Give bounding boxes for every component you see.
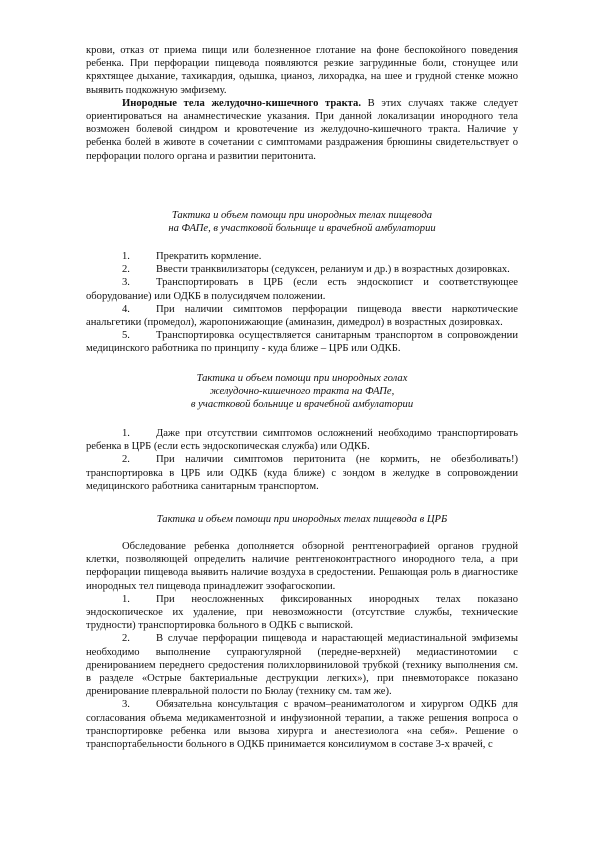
list-item-text: Транспортировка осуществляется санитарным транспортом в сопровождении медицинского работника по принципу - куда ближе – ЦРБ или ОДКБ. — [86, 330, 518, 355]
paragraph-heading-bold: Инородные тела желудочно-кишечного тракта. — [122, 97, 361, 109]
list-item-text: В случае перфорации пищевода и нарастающей медиастинальной эмфиземы необходимо выполнение супраюгулярной (передне-верхней) медиастинотомии с дренированием переднего средостения полихлорвиниловой трубкой (технику выполнения см. в разделе «Острые бактериальные деструкции легких»), при пневмотораксе показано дренирование плевральной полости по Бюлау (технику см. там же). — [86, 633, 518, 698]
paragraph-body: В этих случаях также следует ориентироваться на анамнестические указания. При данной локализации инородного тела возможен болевой синдром и кровотечение из желудочно-кишечного тракта. Наличие у ребенка болей в животе в сочетании с симптомами раздражения брюшины свидетельствует о перфорации полого органа и развитии перитонита. — [86, 97, 518, 162]
section-heading-3 — [86, 513, 518, 526]
paragraph-symptoms: крови, отказ от приема пищи или болезненное глотание на фоне беспокойного поведения ребенка. При перфорации пищевода появляются резкие загрудинные боли, стонущее или кряхтящее дыхание, тахикардия, одышка, цианоз, лихорадка, на шее и грудной стенке можно выявить подкожную эмфизему. — [86, 45, 518, 96]
list-item — [86, 250, 518, 263]
list-1 — [86, 250, 518, 356]
heading-line: на ФАПе, в участковой больнице и врачебной амбулатории — [168, 223, 436, 235]
crb-section — [86, 540, 518, 751]
list-item-text: Прекратить кормление. — [156, 251, 262, 262]
list-item — [86, 453, 518, 493]
list-2 — [86, 427, 518, 493]
list-item-number: 2. — [122, 264, 130, 276]
list-item-number: 2. — [122, 454, 130, 466]
list-item — [86, 329, 518, 355]
list-item — [86, 593, 518, 633]
list-item-number: 1. — [122, 251, 130, 262]
list-item-text: Обязательна консультация с врачом–реаниматологом и хирургом ОДКБ для согласования объема медикаментозной и инфузионной терапии, а также решения вопроса о транспортировке ребенка или вызова хирурга и анестезиолога «на себя». Решение о транспортабельности больного в ОДКБ принимается консилиумом в составе 3-х врачей, с — [86, 699, 518, 751]
list-item-number: 1. — [122, 428, 130, 439]
intro-section — [86, 44, 518, 163]
list-item — [86, 427, 518, 453]
heading-line: в участковой больнице и врачебной амбулатории — [190, 399, 414, 411]
heading-line: желудочно-кишечного тракта на ФАПе, — [209, 386, 395, 398]
list-item — [86, 698, 518, 751]
heading-line: Тактика и объем помощи при инородных голах — [196, 373, 408, 384]
list-item-text: Даже при отсутствии симптомов осложнений необходимо транспортировать ребенка в ЦРБ (если есть эндоскопическая служба) или ОДКБ. — [86, 428, 518, 453]
list-item — [86, 276, 518, 302]
list-item-number: 1. — [122, 593, 130, 605]
list-item-number: 2. — [122, 633, 130, 645]
heading-line: Тактика и объем помощи при инородных телах пищевода — [171, 210, 433, 221]
list-item-number: 5. — [122, 330, 130, 342]
list-item-number: 3. — [122, 277, 130, 289]
section-heading-1 — [86, 209, 518, 235]
heading-line: Тактика и объем помощи при инородных телах пищевода в ЦРБ — [156, 514, 448, 525]
list-item-text: При неосложненных фиксированных инородных телах показано эндоскопическое их удаление, при невозможности (отсутствие службы, технические трудности) транспортировка больного в ОДКБ с выпиской. — [86, 593, 518, 632]
list-item — [86, 632, 518, 698]
list-item — [86, 303, 518, 329]
list-item-text: Транспортировать в ЦРБ (если есть эндоскопист и соответствующее оборудование) или ОДКБ в полусидячем положении. — [86, 277, 518, 302]
paragraph-examination: Обследование ребенка дополняется обзорной рентгенографией органов грудной клетки, позволяющей определить наличие рентгеноконтрастного инородного тела, а при перфорации пищевода выявить наличие воздуха в средостении. Решающая роль в диагностике инородных тел пищевода принадлежит эзофагоскопии. — [86, 541, 518, 592]
section-heading-2 — [86, 372, 518, 412]
list-item — [86, 263, 518, 276]
paragraph-gi-foreign-bodies — [86, 97, 518, 163]
list-item-text: При наличии симптомов перфорации пищевода ввести наркотические анальгетики (промедол), жаропонижающие (аминазин, димедрол) в возрастных дозировках. — [86, 303, 518, 329]
list-item-text: При наличии симптомов перитонита (не кормить, не обезболивать!) транспортировка в ЦРБ или ОДКБ (куда ближе) с зондом в желудке в сопровождении медицинского работника санитарным транспортом. — [86, 454, 518, 492]
list-item-number: 4. — [122, 303, 130, 315]
list-item-text: Ввести транквилизаторы (седуксен, реланиум и др.) в возрастных дозировках. — [156, 264, 510, 276]
list-item-number: 3. — [122, 699, 130, 711]
